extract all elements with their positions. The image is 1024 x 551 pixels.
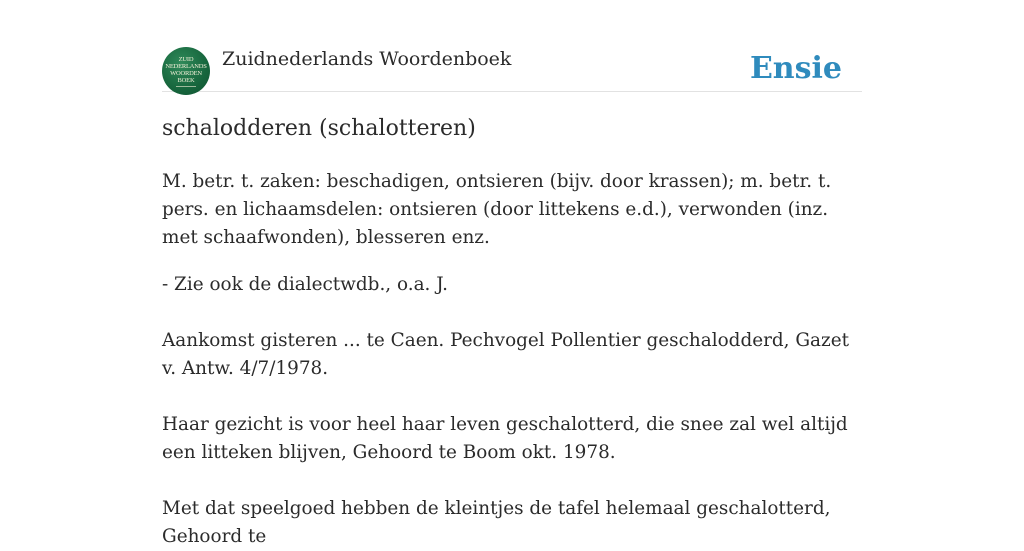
entry-quote: Aankomst gisteren ... te Caen. Pechvogel Pollentier geschalodderd, Gazet v. Antw. 4/7/1978. [162,330,849,379]
logo-text-line: ZUID [178,55,194,63]
entry-quote: Haar gezicht is voor heel haar leven geschalotterd, die snee zal wel altijd een litteken blijven, Gehoord te Boom okt. 1978. [162,414,848,463]
entry-definition: M. betr. t. zaken: beschadigen, ontsieren (bijv. door krassen); m. betr. t. pers. en lichaamsdelen: ontsieren (door littekens e.d.), verwonden (inz. met schaafwonden), blesseren enz. [162,171,832,248]
brand-logo-link[interactable]: Ensie [749,51,842,86]
site-logo[interactable] [162,47,210,95]
entry-quote: Met dat speelgoed hebben de kleintjes de tafel helemaal geschalotterd, Gehoord te [162,498,831,547]
entry-see-also: - Zie ook de dialectwdb., o.a. J. [162,274,449,295]
site-name-link[interactable]: Zuidnederlands Woordenboek [222,48,512,70]
logo-text-line: BOEK [177,76,195,84]
logo-divider [176,86,196,87]
site-header [162,46,862,92]
logo-text-line: NEDERLANDS [165,62,207,70]
entry-title: schalodderen (schalotteren) [162,116,476,141]
entry-content [162,168,862,551]
logo-text-line: WOORDEN [170,69,202,77]
